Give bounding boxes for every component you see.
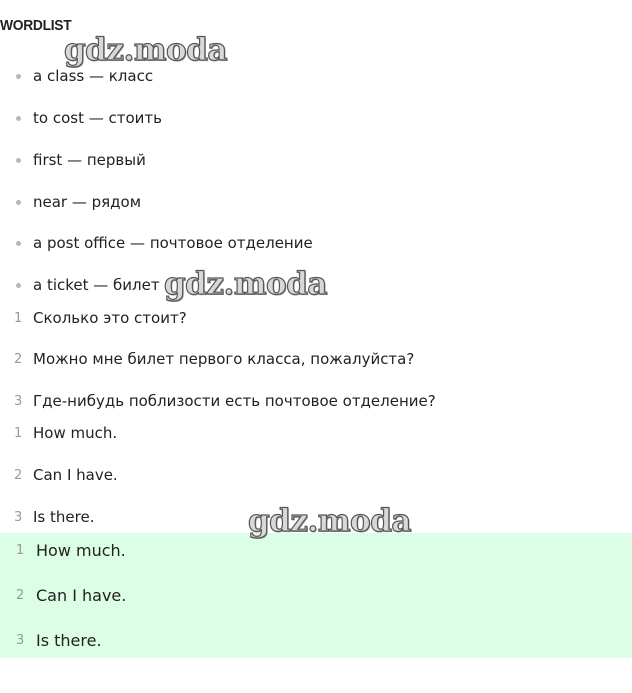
- question-text: Где-нибудь поблизости есть почтовое отделение?: [33, 392, 436, 410]
- phrase-text: Can I have.: [33, 466, 118, 484]
- bullet-icon: [16, 241, 21, 246]
- watermark: gdz.moda: [64, 32, 227, 68]
- bullet-icon: [16, 283, 21, 288]
- answer-text: Can I have.: [36, 585, 127, 605]
- bullet-icon: [16, 158, 21, 163]
- item-number: 3: [14, 509, 23, 525]
- answer-text: How much.: [36, 540, 126, 560]
- item-number: 3: [16, 632, 25, 648]
- wordlist-item-text: a class — класс: [33, 67, 154, 85]
- wordlist-item-text: near — рядом: [33, 193, 142, 211]
- bullet-icon: [16, 116, 21, 121]
- question-text: Можно мне билет первого класса, пожалуйста?: [33, 350, 415, 368]
- wordlist-item-text: first — первый: [33, 151, 146, 169]
- item-number: 1: [14, 425, 23, 441]
- watermark: gdz.moda: [164, 266, 327, 302]
- item-number: 2: [14, 467, 23, 483]
- item-number: 3: [14, 393, 23, 409]
- phrase-text: Is there.: [33, 508, 95, 526]
- bullet-icon: [16, 74, 21, 79]
- item-number: 1: [16, 542, 25, 558]
- bullet-icon: [16, 200, 21, 205]
- watermark: gdz.moda: [248, 503, 411, 539]
- question-text: Сколько это стоит?: [33, 309, 187, 327]
- wordlist-item-text: to cost — стоить: [33, 109, 162, 127]
- wordlist-heading: WORDLIST: [0, 17, 72, 34]
- item-number: 1: [14, 310, 23, 326]
- item-number: 2: [14, 351, 23, 367]
- item-number: 2: [16, 587, 25, 603]
- answer-text: Is there.: [36, 630, 102, 650]
- wordlist-item-text: a post office — почтовое отделение: [33, 234, 313, 252]
- answer-block: [0, 533, 632, 658]
- phrase-text: How much.: [33, 424, 118, 442]
- wordlist-item-text: a ticket — билет: [33, 276, 160, 294]
